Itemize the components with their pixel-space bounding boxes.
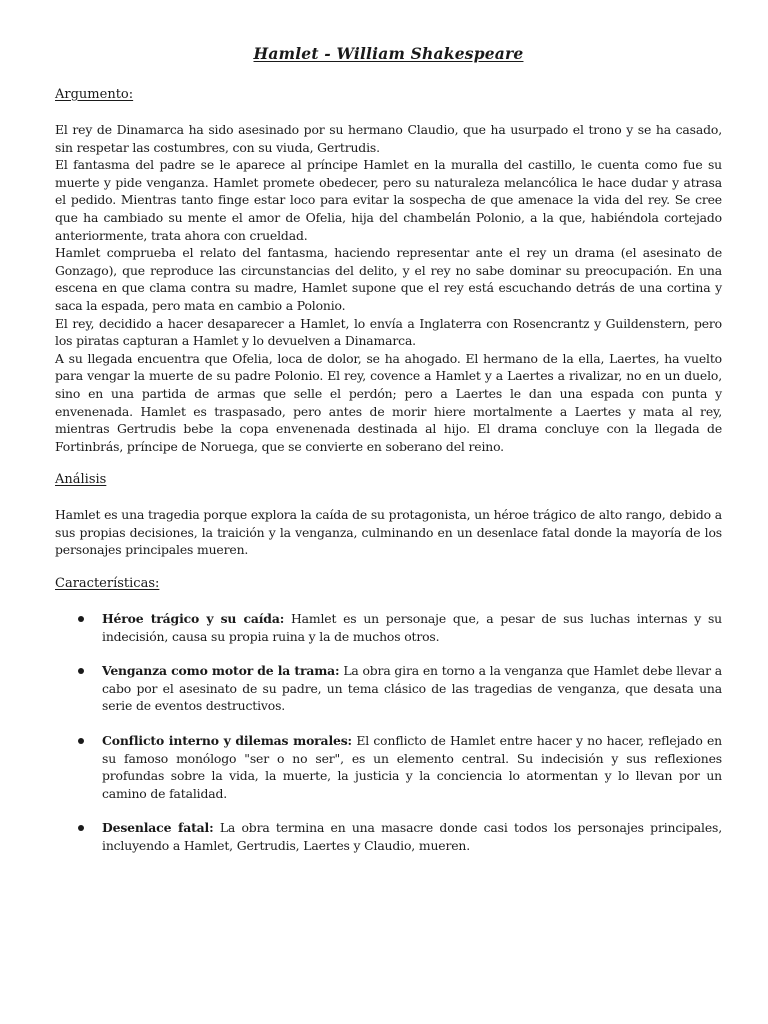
list-item-term: Héroe trágico y su caída:: [102, 611, 285, 627]
bullet-icon: [78, 616, 84, 622]
list-item-term: Venganza como motor de la trama:: [102, 663, 340, 679]
document-body: [55, 44, 722, 872]
list-item-description: El conflicto de Hamlet entre hacer y no hacer, reflejado en su famoso monólogo "ser o no ser", es un elemento central. Su indecisión y sus reflexiones profundas sobre la vida, la muerte, la justicia y la conciencia lo atormentan y lo llevan por un camino de fatalidad.: [102, 733, 722, 801]
list-item-term: Conflicto interno y dilemas morales:: [102, 733, 352, 749]
analisis-paragraph: Hamlet es una tragedia porque explora la caída de su protagonista, un héroe trágico de alto rango, debido a sus propias decisiones, la traición y la venganza, culminando en un desenlace fatal donde la mayoría de los personajes principales mueren.: [55, 507, 722, 558]
list-item-text: [102, 819, 722, 854]
bullet-icon: [78, 825, 84, 831]
argumento-paragraph: El rey, decidido a hacer desaparecer a Hamlet, lo envía a Inglaterra con Rosencrantz y Guildenstern, pero los piratas capturan a Hamlet y lo devuelven a Dinamarca.: [55, 315, 722, 349]
list-item: [55, 662, 722, 715]
list-item-text: [102, 732, 722, 802]
argumento-text: [55, 121, 722, 455]
list-item-text: [102, 662, 722, 715]
caracteristicas-list: [55, 610, 722, 855]
list-item-description: La obra gira en torno a la venganza que Hamlet debe llevar a cabo por el asesinato de su padre, un tema clásico de las tragedias de venganza, que desata una serie de eventos destructivos.: [102, 663, 722, 714]
section-heading-caracteristicas: Características:: [55, 576, 160, 592]
argumento-paragraph: El rey de Dinamarca ha sido asesinado por su hermano Claudio, que ha usurpado el trono y se ha casado, sin respetar las costumbres, con su viuda, Gertrudis.: [55, 122, 722, 155]
argumento-paragraph: Hamlet comprueba el relato del fantasma, haciendo representar ante el rey un drama (el asesinato de Gonzago), que reproduce las circunstancias del delito, y el rey no sabe dominar su preocupación. En una escena en que clama contra su madre, Hamlet supone que el rey está escuchando detrás de una cortina y saca la espada, pero mata en cambio a Polonio.: [55, 245, 722, 313]
bullet-icon: [78, 738, 84, 744]
list-item-term: Desenlace fatal:: [102, 820, 214, 836]
section-heading-analisis: Análisis: [55, 472, 107, 488]
list-item-description: La obra termina en una masacre donde casi todos los personajes principales, incluyendo a Hamlet, Gertrudis, Laertes y Claudio, mueren.: [102, 820, 722, 853]
list-item: [55, 732, 722, 802]
bullet-icon: [78, 668, 84, 674]
list-item-text: [102, 610, 722, 645]
argumento-paragraph: A su llegada encuentra que Ofelia, loca de dolor, se ha ahogado. El hermano de la ella, Laertes, ha vuelto para vengar la muerte de su padre Polonio. El rey, covence a Hamlet y a Laertes a rivalizar, no en un duelo, sino en una partida de armas que selle el perdón; pero a Laertes le dan una espada con punta y envenenada. Hamlet es traspasado, pero antes de morir hiere mortalmente a Laertes y mata al rey, mientras Gertrudis bebe la copa envenenada destinada al hijo. El drama concluye con la llegada de Fortinbrás, príncipe de Noruega, que se convierte en soberano del reino.: [55, 350, 722, 454]
argumento-paragraph: El fantasma del padre se le aparece al príncipe Hamlet en la muralla del castillo, le cuenta como fue su muerte y pide venganza. Hamlet promete obedecer, pero su naturaleza melancólica le hace dudar y atrasa el pedido. Mientras tanto finge estar loco para evitar la sospecha de que amenace la vida del rey. Se cree que ha cambiado su mente el amor de Ofelia, hija del chambelán Polonio, a la que, habiéndola cortejado anteriormente, trata ahora con crueldad.: [55, 157, 722, 243]
document-title: Hamlet - William Shakespeare: [253, 44, 524, 63]
list-item: [55, 819, 722, 854]
list-item: [55, 610, 722, 645]
list-item-description: Hamlet es un personaje que, a pesar de sus luchas internas y su indecisión, causa su propia ruina y la de muchos otros.: [102, 611, 722, 644]
section-heading-argumento: Argumento:: [55, 87, 134, 102]
analisis-text: [55, 506, 722, 559]
